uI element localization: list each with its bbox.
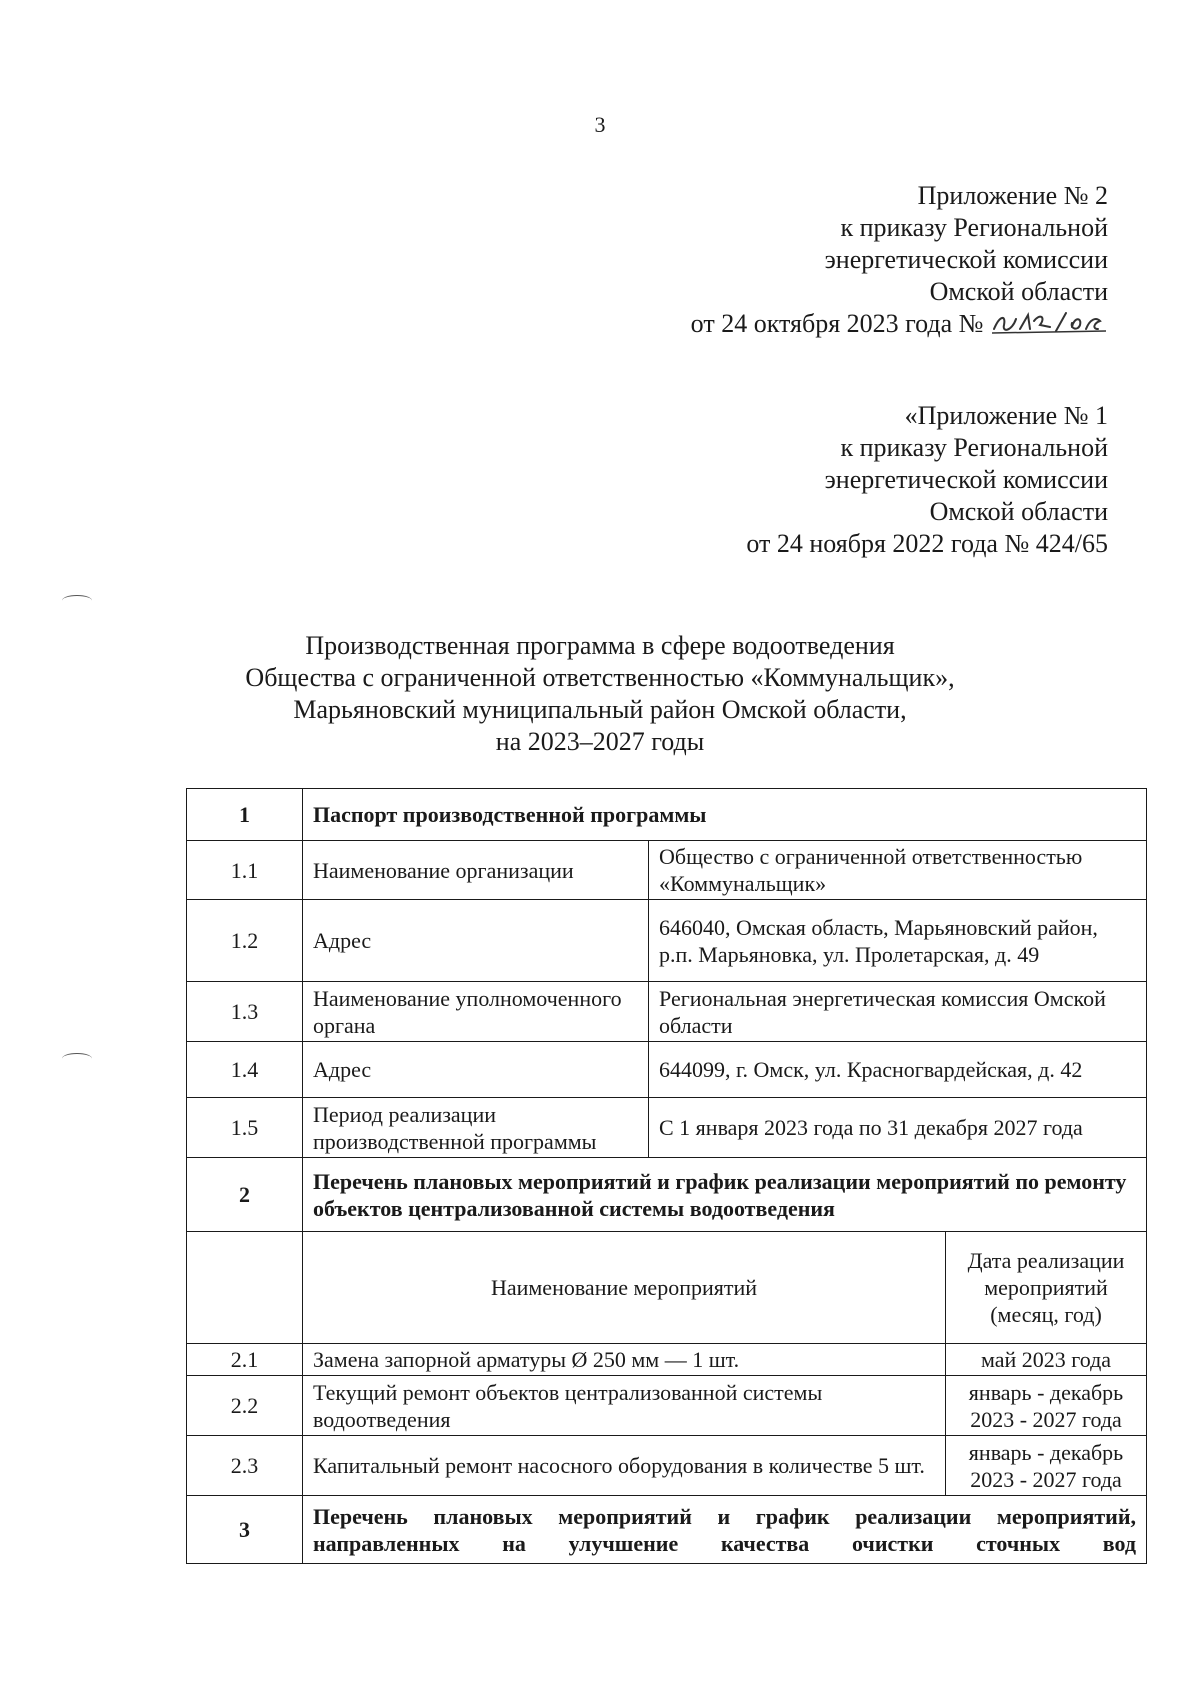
- row-event-name: Текущий ремонт объектов централизованной системы водоотведения: [303, 1376, 946, 1436]
- handwritten-order-number: [990, 311, 1108, 335]
- appendix-2-date: от 24 октября 2023 года №: [690, 309, 984, 338]
- section-1-heading: Паспорт производственной программы: [303, 789, 1147, 841]
- section-1-number: 1: [187, 789, 303, 841]
- row-label: Период реализации производственной программы: [303, 1098, 649, 1158]
- row-label: Наименование организации: [303, 841, 649, 900]
- appendix-2-header: [548, 180, 1108, 340]
- section-3-header-row: [187, 1496, 1147, 1564]
- scan-mark: [62, 1053, 92, 1064]
- section-2-column-header-row: [187, 1232, 1147, 1344]
- row-value: 644099, г. Омск, ул. Красногвардейская, д. 42: [649, 1042, 1147, 1098]
- table-row: [187, 1098, 1147, 1158]
- row-number: 2.3: [187, 1436, 303, 1496]
- title-line: Марьяновский муниципальный район Омской области,: [293, 695, 907, 724]
- row-number: 1.1: [187, 841, 303, 900]
- program-table: [186, 788, 1147, 1564]
- section-3-number: 3: [187, 1496, 303, 1564]
- table-row: [187, 1436, 1147, 1496]
- table-row: [187, 900, 1147, 982]
- empty-cell: [187, 1232, 303, 1344]
- page-number: 3: [594, 112, 606, 137]
- row-value: 646040, Омская область, Марьяновский район, р.п. Марьяновка, ул. Пролетарская, д. 49: [649, 900, 1147, 982]
- row-value: Общество с ограниченной ответственностью «Коммунальщик»: [649, 841, 1147, 900]
- appendix-2-line: Приложение № 2: [917, 181, 1108, 210]
- table-row: [187, 1042, 1147, 1098]
- section-3-heading: Перечень плановых мероприятий и график реализации мероприятий, направленных на улучшение качества очистки сточных вод: [303, 1496, 1147, 1564]
- row-label: Наименование уполномоченного органа: [303, 982, 649, 1042]
- title-line: Производственная программа в сфере водоотведения: [305, 631, 895, 660]
- table-row: [187, 1344, 1147, 1376]
- row-value: С 1 января 2023 года по 31 декабря 2027 года: [649, 1098, 1147, 1158]
- appendix-1-line: «Приложение № 1: [904, 401, 1108, 430]
- table-row: [187, 982, 1147, 1042]
- row-number: 2.1: [187, 1344, 303, 1376]
- row-event-name: Замена запорной арматуры Ø 250 мм — 1 шт.: [303, 1344, 946, 1376]
- row-label: Адрес: [303, 900, 649, 982]
- appendix-1-line: энергетической комиссии: [824, 465, 1108, 494]
- appendix-2-line: Омской области: [929, 277, 1108, 306]
- row-number: 1.2: [187, 900, 303, 982]
- title-line: на 2023–2027 годы: [495, 727, 705, 756]
- row-event-date: январь - декабрь 2023 - 2027 года: [946, 1376, 1147, 1436]
- row-number: 2.2: [187, 1376, 303, 1436]
- section-2-header-row: [187, 1158, 1147, 1232]
- column-header-name: Наименование мероприятий: [303, 1232, 946, 1344]
- row-number: 1.4: [187, 1042, 303, 1098]
- row-event-date: май 2023 года: [946, 1344, 1147, 1376]
- appendix-2-line: к приказу Региональной: [840, 213, 1108, 242]
- row-value: Региональная энергетическая комиссия Омской области: [649, 982, 1147, 1042]
- appendix-1-header: [548, 400, 1108, 560]
- table-row: [187, 1376, 1147, 1436]
- section-2-number: 2: [187, 1158, 303, 1232]
- scan-mark: [62, 595, 92, 606]
- row-number: 1.5: [187, 1098, 303, 1158]
- row-number: 1.3: [187, 982, 303, 1042]
- section-2-heading: Перечень плановых мероприятий и график реализации мероприятий по ремонту объектов централизованной системы водоотведения: [303, 1158, 1147, 1232]
- section-1-header-row: [187, 789, 1147, 841]
- table-row: [187, 841, 1147, 900]
- appendix-2-date-row: [548, 308, 1108, 340]
- appendix-1-line: к приказу Региональной: [840, 433, 1108, 462]
- row-label: Адрес: [303, 1042, 649, 1098]
- column-header-date: Дата реализации мероприятий (месяц, год): [946, 1232, 1147, 1344]
- title-line: Общества с ограниченной ответственностью «Коммунальщик»,: [245, 663, 955, 692]
- appendix-1-line: от 24 ноября 2022 года № 424/65: [746, 529, 1108, 558]
- appendix-2-line: энергетической комиссии: [824, 245, 1108, 274]
- appendix-1-line: Омской области: [929, 497, 1108, 526]
- row-event-date: январь - декабрь 2023 - 2027 года: [946, 1436, 1147, 1496]
- document-title: [0, 630, 1200, 758]
- row-event-name: Капитальный ремонт насосного оборудования в количестве 5 шт.: [303, 1436, 946, 1496]
